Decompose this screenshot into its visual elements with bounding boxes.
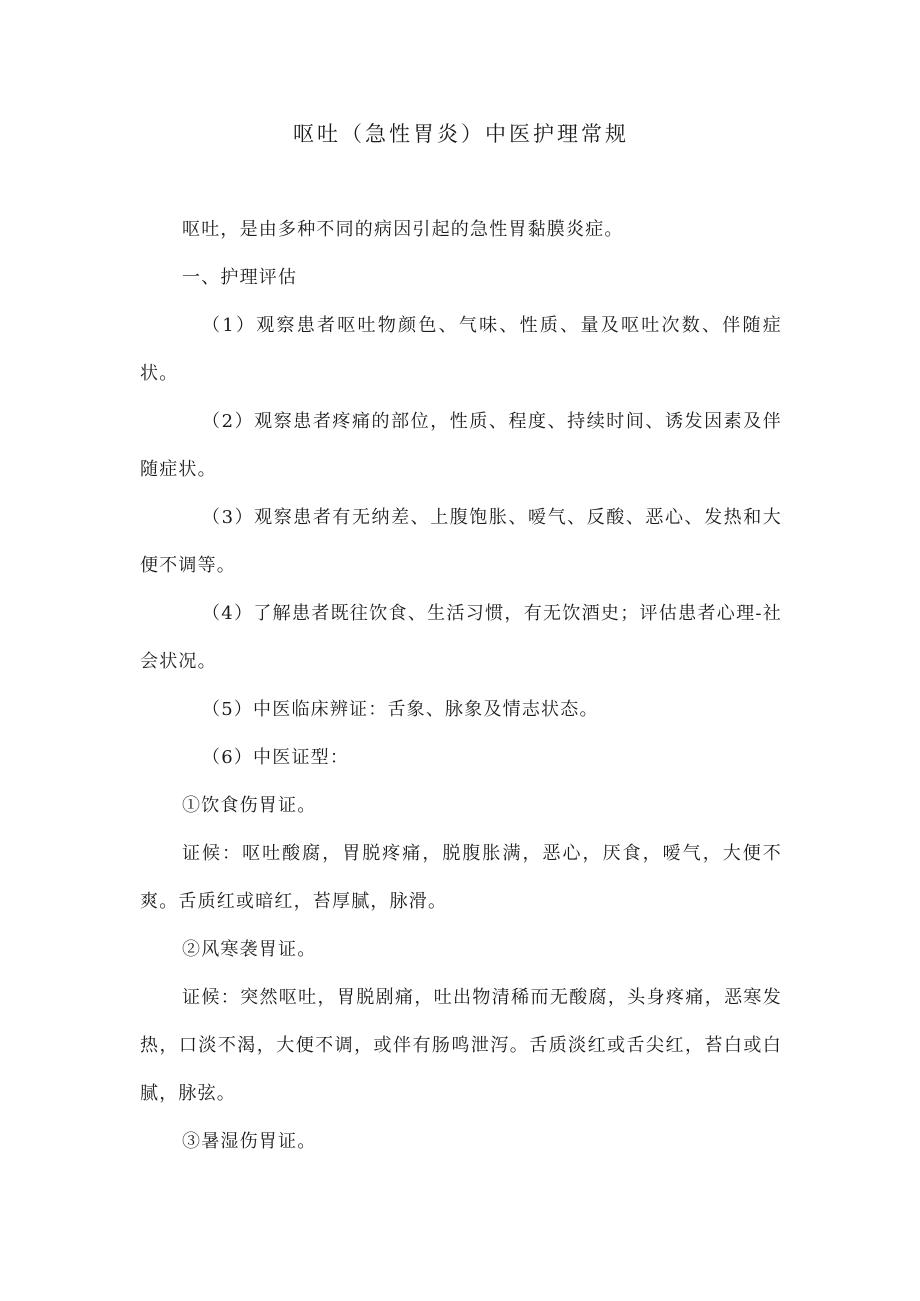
syndrome-type-3: ③暑湿伤胃证。: [182, 1131, 317, 1152]
assessment-item-6: （6）中医证型：: [202, 747, 350, 768]
document-title: 呕吐（急性胃炎）中医护理常规: [293, 122, 629, 146]
syndrome-type-2: ②风寒袭胃证。: [182, 939, 317, 960]
document-body: [140, 206, 782, 1166]
syndrome-symptoms-2: 证候：突然呕吐，胃脱剧痛，吐出物清稀而无酸腐，头身疼痛，恶寒发热，口淡不渴，大便不调，或伴有肠鸣泄泻。舌质淡红或舌尖红，苔白或白腻，脉弦。: [140, 987, 782, 1104]
assessment-item-3: （3）观察患者有无纳差、上腹饱胀、嗳气、反酸、恶心、发热和大便不调等。: [140, 507, 782, 576]
section-heading-nursing-assessment: 一、护理评估: [182, 267, 298, 288]
assessment-item-5: （5）中医临床辨证：舌象、脉象及情志状态。: [202, 699, 599, 720]
intro-paragraph: 呕吐，是由多种不同的病因引起的急性胃黏膜炎症。: [182, 219, 624, 240]
assessment-item-1: （1）观察患者呕吐物颜色、气味、性质、量及呕吐次数、伴随症状。: [140, 315, 782, 384]
syndrome-type-1: ①饮食伤胃证。: [182, 795, 317, 816]
syndrome-symptoms-1: 证候：呕吐酸腐，胃脱疼痛，脱腹胀满，恶心，厌食，嗳气，大便不爽。舌质红或暗红，苔厚腻，脉滑。: [140, 843, 782, 912]
assessment-item-4: （4）了解患者既往饮食、生活习惯，有无饮酒史；评估患者心理-社会状况。: [140, 603, 782, 672]
assessment-item-2: （2）观察患者疼痛的部位，性质、程度、持续时间、诱发因素及伴随症状。: [140, 411, 782, 480]
